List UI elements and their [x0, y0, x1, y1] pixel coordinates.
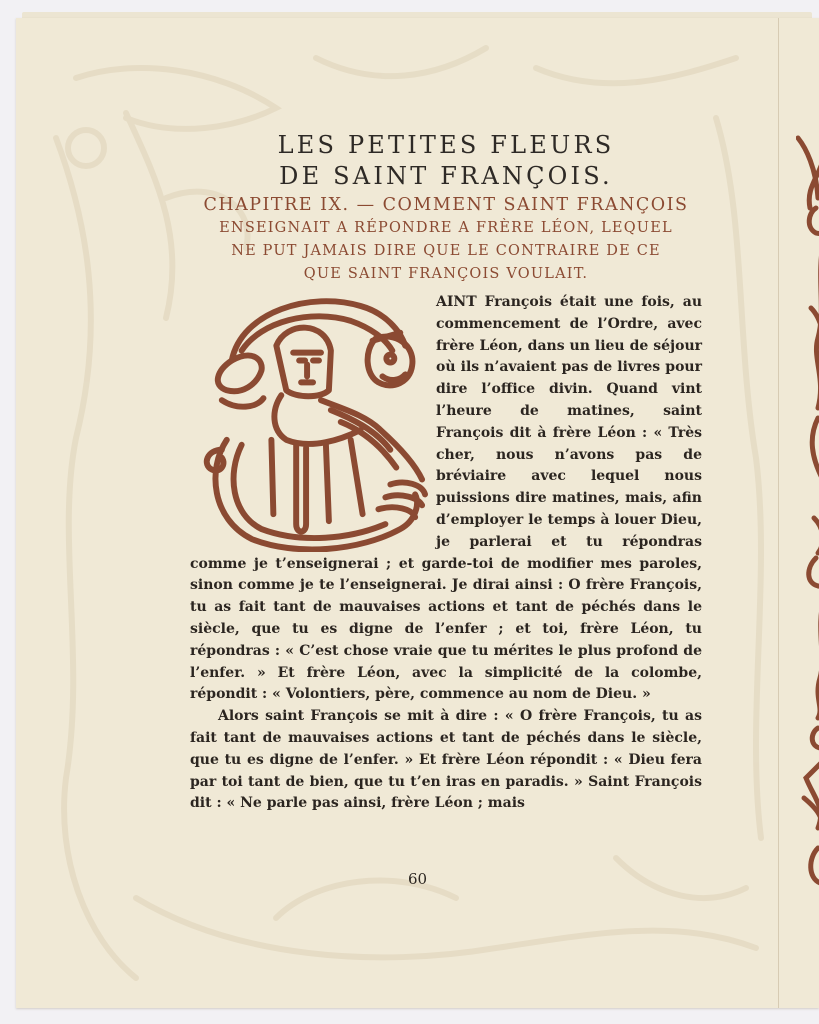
book-title-line-1: LES PETITES FLEURS: [277, 131, 615, 159]
chapter-heading: [190, 194, 702, 286]
page-fold-line: [778, 18, 779, 1008]
page-number: 60: [407, 870, 428, 888]
illuminated-initial-s-icon: [202, 290, 430, 552]
chapter-heading-line-2: ENSEIGNAIT A RÉPONDRE A FRÈRE LÉON, LEQUEL: [219, 220, 673, 236]
chapter-heading-line-3: NE PUT JAMAIS DIRE QUE LE CONTRAIRE DE CE: [231, 243, 661, 259]
book-title: [190, 130, 702, 192]
chapter-heading-line-4: QUE SAINT FRANÇOIS VOULAIT.: [303, 266, 589, 282]
paragraph-1: AINT François était une fois, au commencement de l’Ordre, avec frère Léon, dans un lieu de séjour où ils n’avaient pas de livres pour dire l’office divin. Quand vint l’heure de matines, saint François dit à frère Léon : « Très cher, nous n’avons pas de bréviaire avec lequel nous puissions dire matines, mais, afin d’employer le temps à louer Dieu, je parlerai et tu répondras comme je t’enseignerai ; et garde-toi de modifier mes paroles, sinon comme je te l’enseignerai. Je dirai ainsi : O frère François, tu as fait tant de mauvaises actions et tant de péchés dans le siècle, que tu es digne de l’enfer ; et toi, frère Léon, tu répondras : « C’est chose vraie que tu mérites le plus profond de l’enfer. » Et frère Léon, avec la simplicité de la colombe, répondit : « Volontiers, père, commence au nom de Dieu. »: [190, 294, 702, 703]
chapter-heading-line-1: CHAPITRE IX. — COMMENT SAINT FRANÇOIS: [203, 195, 689, 215]
book-page: [16, 18, 819, 1008]
book-title-line-2: DE SAINT FRANÇOIS.: [279, 162, 613, 190]
page-content: [190, 130, 702, 815]
paragraph-2: Alors saint François se mit à dire : « O frère François, tu as fait tant de mauvaises actions et tant de péchés dans le siècle, que tu es digne de l’enfer. » Et frère Léon répondit : « Dieu fera par toi tant de bien, que tu t’en iras en paradis. » Saint François dit : « Ne parle pas ainsi, frère Léon ; mais: [190, 708, 702, 812]
facing-page-ornament-icon: [796, 38, 819, 918]
chapter-body: [190, 292, 702, 815]
